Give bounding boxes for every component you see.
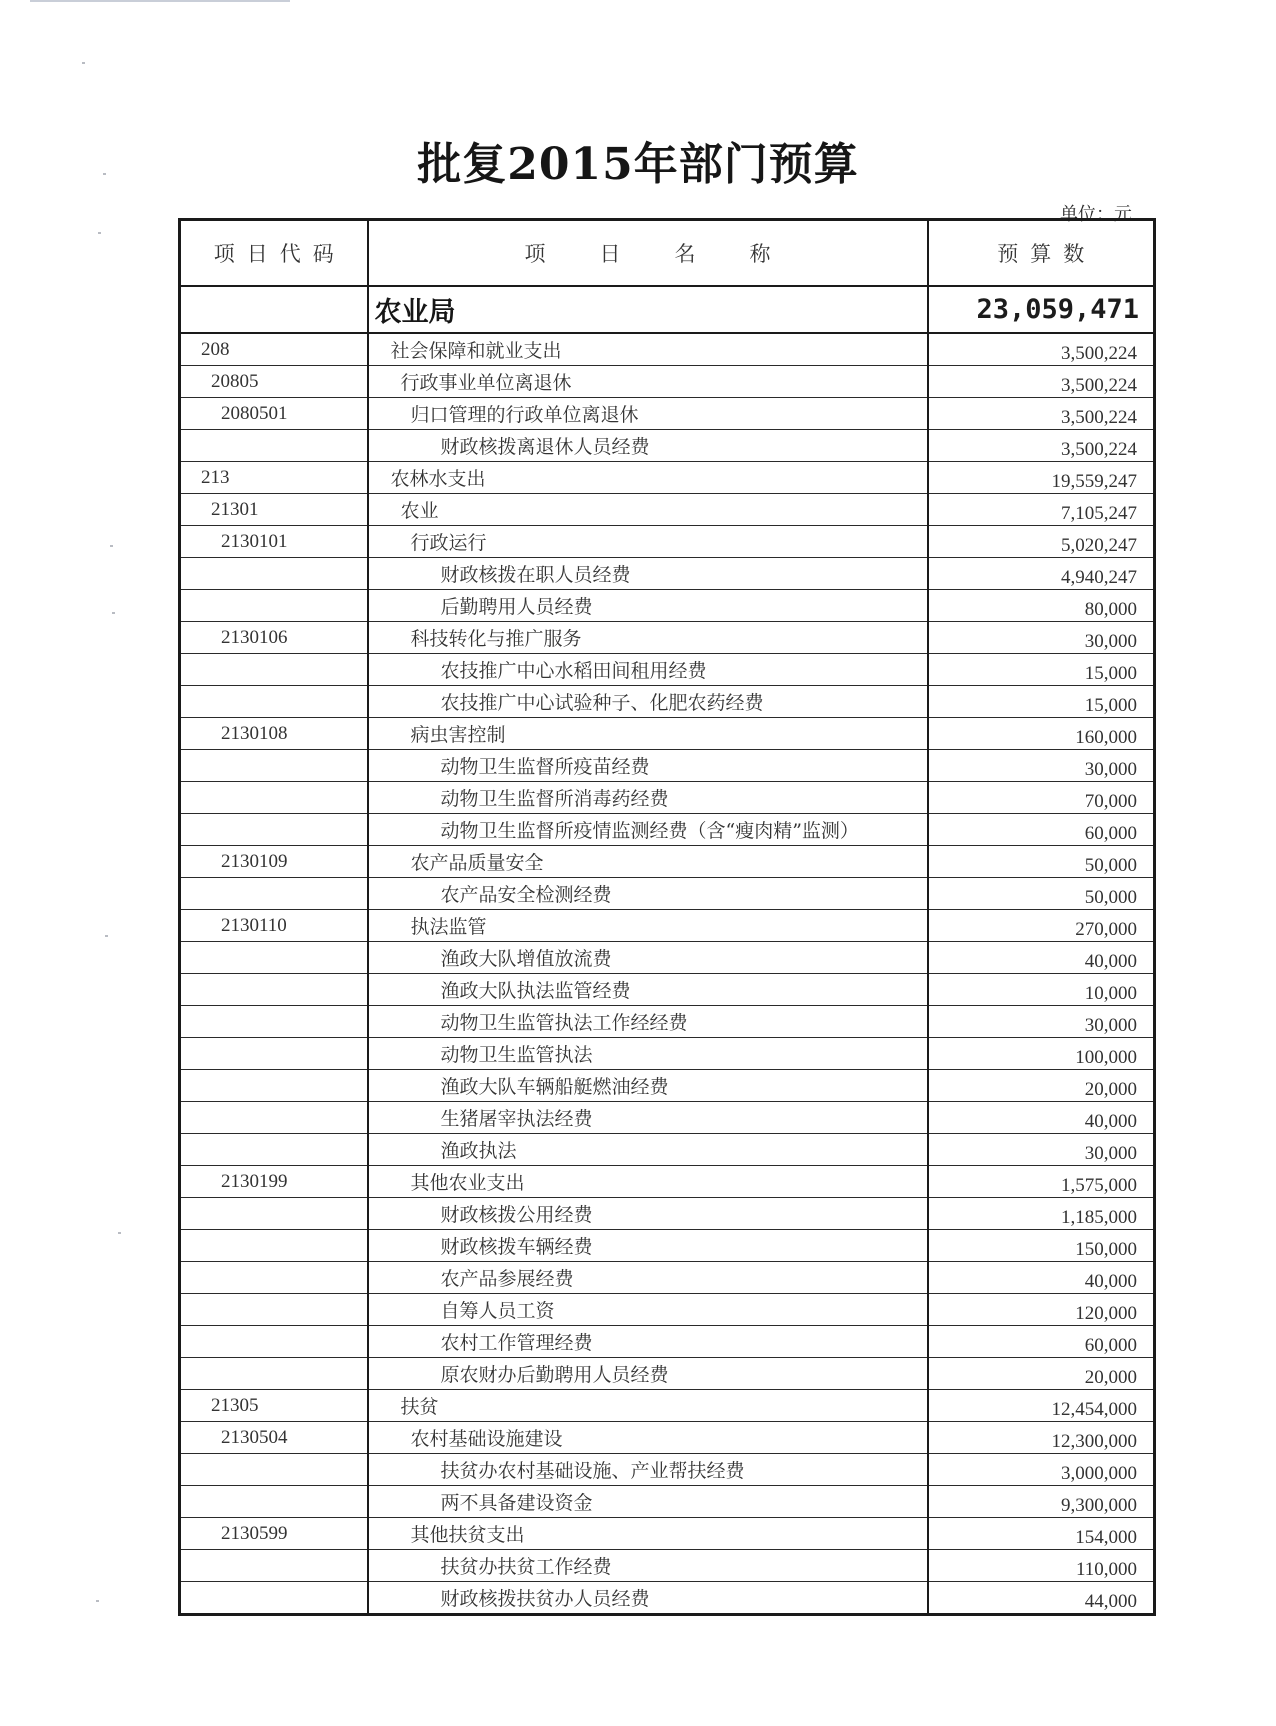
row-name: 病虫害控制 <box>368 718 928 750</box>
row-name: 行政运行 <box>368 526 928 558</box>
row-name: 扶贫 <box>368 1390 928 1422</box>
row-code <box>180 1134 368 1166</box>
row-amount: 12,454,000 <box>928 1390 1155 1422</box>
row-name: 农产品参展经费 <box>368 1262 928 1294</box>
row-name: 扶贫办农村基础设施、产业帮扶经费 <box>368 1454 928 1486</box>
row-amount: 30,000 <box>928 622 1155 654</box>
row-name: 财政核拨在职人员经费 <box>368 558 928 590</box>
table-row <box>180 686 1155 718</box>
row-code <box>180 750 368 782</box>
table-row <box>180 1038 1155 1070</box>
row-amount: 30,000 <box>928 1006 1155 1038</box>
table-row <box>180 430 1155 462</box>
row-name: 财政核拨公用经费 <box>368 1198 928 1230</box>
row-name: 财政核拨扶贫办人员经费 <box>368 1582 928 1615</box>
row-amount: 12,300,000 <box>928 1422 1155 1454</box>
department-code <box>180 286 368 333</box>
row-name: 渔政执法 <box>368 1134 928 1166</box>
department-name: 农业局 <box>368 286 928 333</box>
table-row <box>180 1326 1155 1358</box>
row-amount: 1,575,000 <box>928 1166 1155 1198</box>
row-code: 20805 <box>180 366 368 398</box>
row-code <box>180 1262 368 1294</box>
row-amount: 100,000 <box>928 1038 1155 1070</box>
row-name: 动物卫生监督所消毒药经费 <box>368 782 928 814</box>
row-code <box>180 1038 368 1070</box>
row-code: 2130106 <box>180 622 368 654</box>
page-title: 批复2015年部门预算 <box>417 139 859 190</box>
row-amount: 110,000 <box>928 1550 1155 1582</box>
scan-edge-line <box>30 0 290 2</box>
row-code: 208 <box>180 333 368 366</box>
row-amount: 270,000 <box>928 910 1155 942</box>
row-amount: 19,559,247 <box>928 462 1155 494</box>
row-name: 农林水支出 <box>368 462 928 494</box>
row-code <box>180 1582 368 1615</box>
header-code: 项日代码 <box>180 220 368 287</box>
row-code <box>180 974 368 1006</box>
row-amount: 3,500,224 <box>928 366 1155 398</box>
row-amount: 40,000 <box>928 942 1155 974</box>
table-row <box>180 462 1155 494</box>
row-amount: 60,000 <box>928 814 1155 846</box>
table-row <box>180 494 1155 526</box>
row-amount: 30,000 <box>928 750 1155 782</box>
row-amount: 50,000 <box>928 878 1155 910</box>
row-name: 其他扶贫支出 <box>368 1518 928 1550</box>
row-amount: 1,185,000 <box>928 1198 1155 1230</box>
row-amount: 50,000 <box>928 846 1155 878</box>
table-row <box>180 1134 1155 1166</box>
row-code: 2130108 <box>180 718 368 750</box>
table-row <box>180 398 1155 430</box>
row-name: 执法监管 <box>368 910 928 942</box>
row-amount: 150,000 <box>928 1230 1155 1262</box>
row-code: 2130101 <box>180 526 368 558</box>
row-name: 农产品质量安全 <box>368 846 928 878</box>
table-row <box>180 1486 1155 1518</box>
row-name: 动物卫生监督所疫苗经费 <box>368 750 928 782</box>
department-row <box>180 286 1155 333</box>
table-row <box>180 910 1155 942</box>
table-row <box>180 1230 1155 1262</box>
table-row <box>180 1262 1155 1294</box>
row-name: 农技推广中心试验种子、化肥农药经费 <box>368 686 928 718</box>
table-body <box>180 286 1155 1615</box>
row-amount: 160,000 <box>928 718 1155 750</box>
row-name: 行政事业单位离退休 <box>368 366 928 398</box>
row-amount: 3,500,224 <box>928 333 1155 366</box>
row-amount: 3,500,224 <box>928 430 1155 462</box>
row-code <box>180 1550 368 1582</box>
header-amount: 预算数 <box>928 220 1155 287</box>
row-amount: 15,000 <box>928 654 1155 686</box>
row-amount: 3,500,224 <box>928 398 1155 430</box>
row-name: 农村工作管理经费 <box>368 1326 928 1358</box>
row-code <box>180 1294 368 1326</box>
row-amount: 10,000 <box>928 974 1155 1006</box>
row-amount: 5,020,247 <box>928 526 1155 558</box>
row-name: 财政核拨离退休人员经费 <box>368 430 928 462</box>
row-amount: 9,300,000 <box>928 1486 1155 1518</box>
row-code <box>180 430 368 462</box>
row-code <box>180 1454 368 1486</box>
row-name: 动物卫生监督所疫情监测经费（含“瘦肉精”监测） <box>368 814 928 846</box>
row-name: 财政核拨车辆经费 <box>368 1230 928 1262</box>
row-amount: 120,000 <box>928 1294 1155 1326</box>
table-row <box>180 718 1155 750</box>
row-name: 动物卫生监管执法 <box>368 1038 928 1070</box>
table-row <box>180 1454 1155 1486</box>
row-code: 2130109 <box>180 846 368 878</box>
row-code <box>180 1486 368 1518</box>
row-code <box>180 1358 368 1390</box>
row-amount: 70,000 <box>928 782 1155 814</box>
table-row <box>180 558 1155 590</box>
row-code: 21305 <box>180 1390 368 1422</box>
row-code <box>180 1070 368 1102</box>
table-row <box>180 1102 1155 1134</box>
table-row <box>180 1390 1155 1422</box>
row-code <box>180 558 368 590</box>
table-header-row <box>180 220 1155 287</box>
row-amount: 3,000,000 <box>928 1454 1155 1486</box>
row-amount: 15,000 <box>928 686 1155 718</box>
row-name: 社会保障和就业支出 <box>368 333 928 366</box>
row-amount: 154,000 <box>928 1518 1155 1550</box>
row-code <box>180 942 368 974</box>
row-amount: 60,000 <box>928 1326 1155 1358</box>
table-row <box>180 1550 1155 1582</box>
row-code <box>180 1102 368 1134</box>
row-name: 农技推广中心水稻田间租用经费 <box>368 654 928 686</box>
row-code: 2130110 <box>180 910 368 942</box>
row-code: 213 <box>180 462 368 494</box>
table-row <box>180 1582 1155 1615</box>
row-code <box>180 654 368 686</box>
table-row <box>180 1422 1155 1454</box>
row-name: 农村基础设施建设 <box>368 1422 928 1454</box>
row-name: 原农财办后勤聘用人员经费 <box>368 1358 928 1390</box>
table-row <box>180 878 1155 910</box>
table-row <box>180 622 1155 654</box>
row-name: 后勤聘用人员经费 <box>368 590 928 622</box>
table-row <box>180 942 1155 974</box>
row-name: 动物卫生监管执法工作经经费 <box>368 1006 928 1038</box>
row-code <box>180 1230 368 1262</box>
row-amount: 44,000 <box>928 1582 1155 1615</box>
row-name: 农业 <box>368 494 928 526</box>
table-row <box>180 750 1155 782</box>
row-name: 其他农业支出 <box>368 1166 928 1198</box>
row-code: 2130504 <box>180 1422 368 1454</box>
row-code <box>180 1198 368 1230</box>
row-name: 农产品安全检测经费 <box>368 878 928 910</box>
row-name: 渔政大队执法监管经费 <box>368 974 928 1006</box>
table-row <box>180 1358 1155 1390</box>
row-amount: 40,000 <box>928 1262 1155 1294</box>
table-row <box>180 846 1155 878</box>
table-row <box>180 366 1155 398</box>
table-row <box>180 1006 1155 1038</box>
budget-table <box>178 218 1156 1616</box>
row-code <box>180 878 368 910</box>
row-code: 21301 <box>180 494 368 526</box>
row-name: 扶贫办扶贫工作经费 <box>368 1550 928 1582</box>
row-code <box>180 686 368 718</box>
row-name: 生猪屠宰执法经费 <box>368 1102 928 1134</box>
row-amount: 40,000 <box>928 1102 1155 1134</box>
table-row <box>180 1198 1155 1230</box>
row-name: 科技转化与推广服务 <box>368 622 928 654</box>
table-row <box>180 814 1155 846</box>
table-row <box>180 1166 1155 1198</box>
table-row <box>180 1070 1155 1102</box>
table-row <box>180 974 1155 1006</box>
row-amount: 20,000 <box>928 1358 1155 1390</box>
row-name: 渔政大队车辆船艇燃油经费 <box>368 1070 928 1102</box>
unit-label: 单位：元 <box>1060 204 1132 225</box>
row-amount: 30,000 <box>928 1134 1155 1166</box>
table-row <box>180 782 1155 814</box>
table-row <box>180 333 1155 366</box>
row-code: 2130199 <box>180 1166 368 1198</box>
row-amount: 7,105,247 <box>928 494 1155 526</box>
row-name: 归口管理的行政单位离退休 <box>368 398 928 430</box>
row-code: 2130599 <box>180 1518 368 1550</box>
row-name: 渔政大队增值放流费 <box>368 942 928 974</box>
row-code <box>180 590 368 622</box>
table-row <box>180 590 1155 622</box>
row-amount: 80,000 <box>928 590 1155 622</box>
department-amount: 23,059,471 <box>928 286 1155 333</box>
table-row <box>180 1294 1155 1326</box>
row-amount: 20,000 <box>928 1070 1155 1102</box>
row-amount: 4,940,247 <box>928 558 1155 590</box>
table-row <box>180 654 1155 686</box>
header-name: 项日名称 <box>368 220 928 287</box>
row-code <box>180 1326 368 1358</box>
table-row <box>180 526 1155 558</box>
table-row <box>180 1518 1155 1550</box>
row-code <box>180 1006 368 1038</box>
row-code: 2080501 <box>180 398 368 430</box>
row-code <box>180 782 368 814</box>
row-name: 自筹人员工资 <box>368 1294 928 1326</box>
row-code <box>180 814 368 846</box>
row-name: 两不具备建设资金 <box>368 1486 928 1518</box>
